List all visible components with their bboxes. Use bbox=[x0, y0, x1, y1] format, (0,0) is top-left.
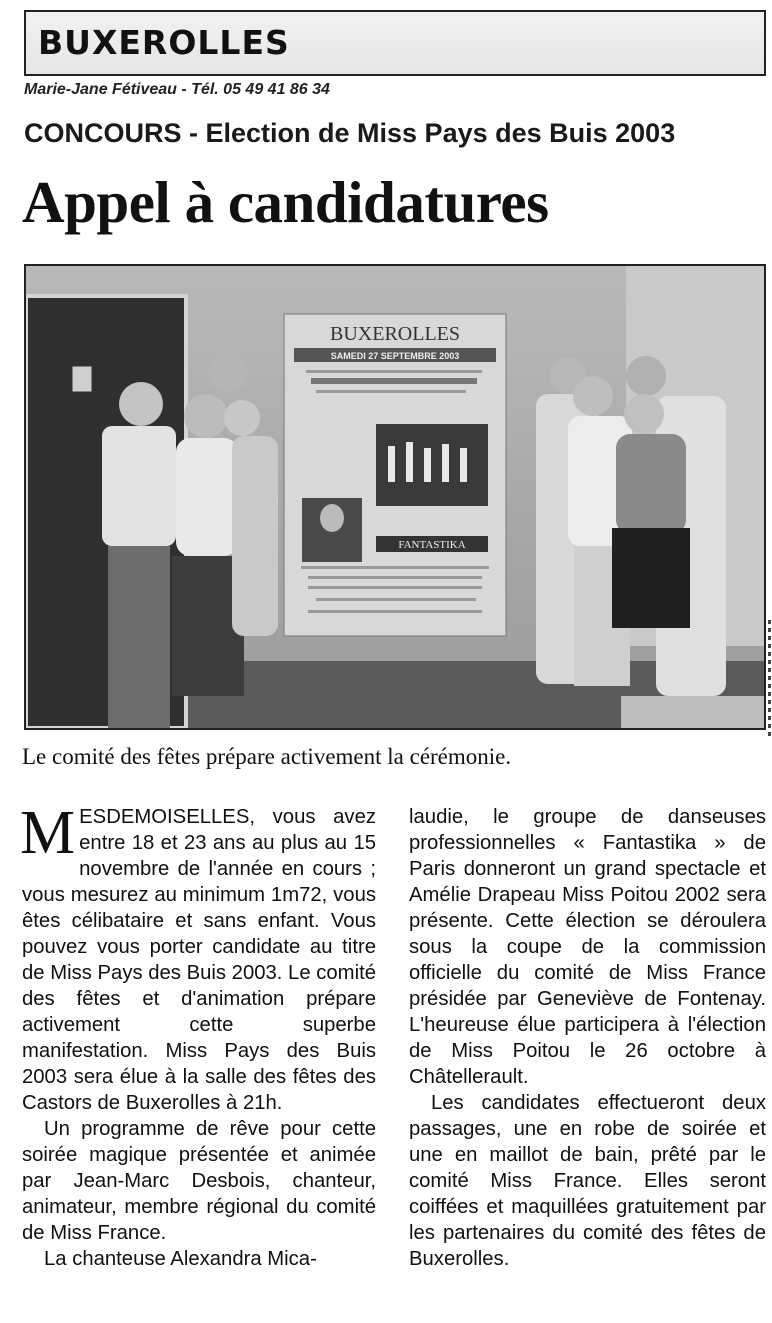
paragraph-5: Les candidates effectueront deux passages, une en robe de soirée et une en maillot de bain, prêté par le comité Miss France. Elles seront coiffées et maquillées gratuitement par les partenaires du comité des fêtes de Buxerolles. bbox=[409, 1092, 766, 1270]
event-poster bbox=[284, 314, 506, 636]
paragraph-1 bbox=[20, 799, 376, 1116]
poster-title: BUXEROLLES bbox=[330, 323, 460, 345]
drop-cap: M bbox=[20, 799, 76, 867]
section-masthead bbox=[24, 10, 766, 76]
paragraph-4: laudie, le groupe de danseuses professionnelles « Fantastika » de Paris donneront un grand spectacle et Amélie Drapeau Miss Poitou 2002 sera présente. Cette élection se déroulera sous la coupe de la commission officielle du comité de Miss France présidée par Geneviève de Fontenay. L'heureuse élue participera à l'élection de Miss Poitou le 26 octobre à Châtellerault. bbox=[409, 806, 766, 1088]
photo-caption: Le comité des fêtes prépare activement la cérémonie. bbox=[22, 744, 512, 769]
paragraph-3: La chanteuse Alexandra Mica- bbox=[44, 1248, 317, 1270]
byline: Marie-Jane Fétiveau - Tél. 05 49 41 86 34 bbox=[24, 81, 330, 98]
lead-word: ESDEMOISELLES bbox=[79, 806, 250, 828]
article-column-right bbox=[409, 804, 766, 1272]
section-title: BUXEROLLES bbox=[38, 22, 290, 62]
paragraph-2: Un programme de rêve pour cette soirée magique présentée et animée par Jean-Marc Desbois, chanteur, animateur, membre régional du comité de Miss France. bbox=[22, 1118, 376, 1244]
poster-banner: SAMEDI 27 SEPTEMBRE 2003 bbox=[330, 351, 460, 361]
poster-show: FANTASTIKA bbox=[398, 539, 466, 551]
article-kicker: CONCOURS - Election de Miss Pays des Buis 2003 bbox=[24, 118, 676, 148]
article-photo bbox=[24, 264, 766, 730]
paragraph-1-text: , vous avez entre 18 et 23 ans au plus au 15 novembre de l'année en cours ; vous mesurez au minimum 1m72, vous êtes célibataire et sans enfant. Vous pouvez vous porter candidate au titre de Miss Pays des Buis 2003. Le comité des fêtes et d'animation prépare activement cette superbe manifestation. Miss Pays des Buis 2003 sera élue à la salle des fêtes des Castors de Buxerolles à 21h. bbox=[22, 806, 376, 1114]
article-column-left bbox=[20, 799, 376, 1272]
photo-illustration bbox=[26, 266, 764, 728]
margin-rule bbox=[768, 620, 771, 740]
article-headline: Appel à candidatures bbox=[22, 169, 549, 235]
